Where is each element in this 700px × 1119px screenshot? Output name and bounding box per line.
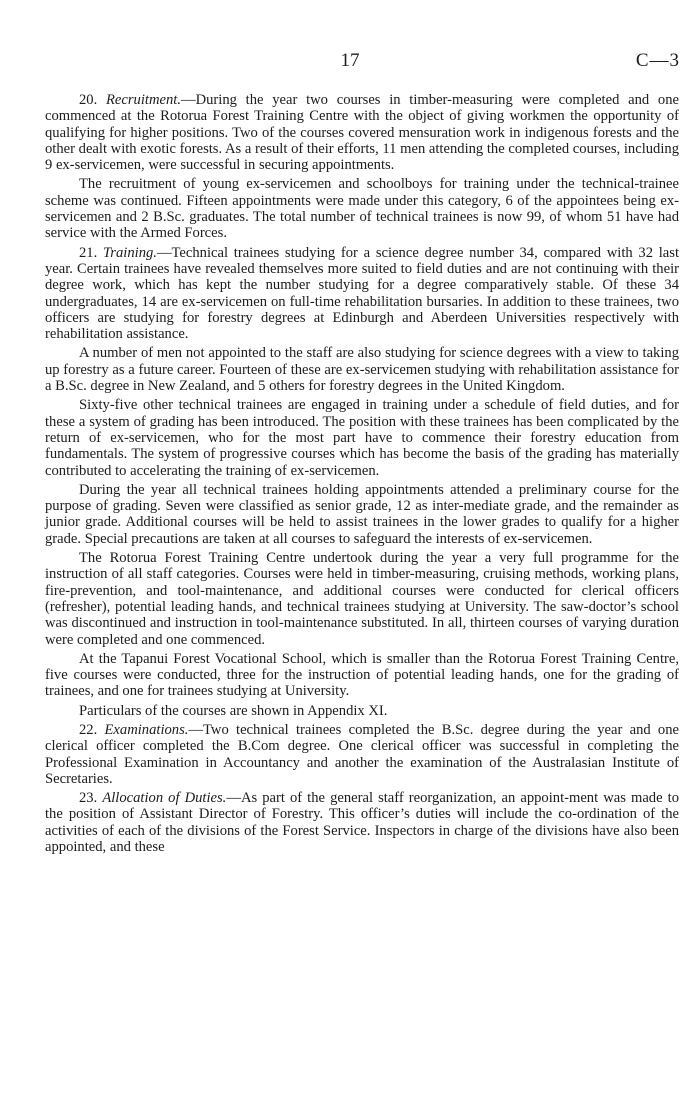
paragraph-recruitment: [45, 92, 679, 173]
section-heading: Allocation of Duties.: [102, 790, 227, 807]
paragraph: A number of men not appointed to the staff are also studying for science degrees with a view to taking up forestry as a future career. Fourteen of these are ex-servicemen studying with rehabilitation assistance for a B.Sc. degree in New Zealand, and 5 others for forestry degrees in the United Kingdom.: [45, 345, 679, 395]
section-heading: Training.: [103, 244, 157, 261]
paragraph-allocation-of-duties: [45, 790, 679, 855]
paragraph: Sixty-five other technical trainees are engaged in training under a schedule of field duties, and for these a system of grading has been introduced. The position with these trainees has been complicated by the return of ex-servicemen, who for the most part have to commence their forestry education from fundamentals. The system of progressive courses which has become the basis of the grading has materially contributed to accelerating the training of ex-servicemen.: [45, 397, 679, 479]
paragraph-number: 21.: [79, 244, 98, 261]
paragraph-text: —Technical trainees studying for a science degree number 34, compared with 32 last year. Certain trainees have revealed themselves more suited to field duties and are not continuing with their degree work, which has kept the number studying for a degree comparatively stable. Of these 34 undergraduates, 14 are ex-servicemen on full-time rehabilitation bursaries. In addition to these trainees, two officers are studying for forestry degrees at Edinburgh and Aberdeen Universities respectively with rehabilitation assistance.: [45, 244, 680, 343]
paragraph: During the year all technical trainees holding appointments attended a preliminary course for the purpose of grading. Seven were classified as senior grade, 12 as inter-mediate grade, and the remainder as junior grade. Additional courses will be held to assist trainees in the lower grades to qualify for a higher grade. Special precautions are taken at all courses to safeguard the interests of ex-servicemen.: [45, 481, 679, 547]
page-header: [0, 50, 700, 76]
section-heading: Examinations.: [104, 721, 189, 738]
document-body: [45, 92, 679, 855]
paragraph-examinations: [45, 722, 679, 787]
section-heading: Recruitment.: [106, 92, 181, 108]
page-number: 17: [340, 50, 360, 71]
paragraph-text: —During the year two courses in timber-measuring were completed and one commenced at the Rotorua Forest Training Centre with the object of giving workmen the opportunity of qualifying for higher positions. Two of the courses covered mensuration work in indigenous forests and the other dealt with exotic forests. As a result of their efforts, 11 men attending the completed courses, including 9 ex-servicemen, were successful in securing appointments.: [45, 92, 679, 174]
paragraph: The recruitment of young ex-servicemen and schoolboys for training under the technical-trainee scheme was continued. Fifteen appointments were made under this category, 6 of the appointees being ex-servicemen and 2 B.Sc. graduates. The total number of technical trainees is now 99, of whom 51 have had service with the Armed Forces.: [45, 176, 679, 242]
paragraph-number: 23.: [79, 790, 98, 807]
document-reference: C—3: [635, 50, 680, 71]
paragraph-number: 20.: [79, 92, 98, 108]
paragraph: The Rotorua Forest Training Centre undertook during the year a very full programme for the instruction of all staff categories. Courses were held in timber-measuring, cruising methods, working plans, fire-prevention, and tool-maintenance, and additional courses were conducted for clerical officers (refresher), potential leading hands, and technical trainees studying at University. The saw-doctor’s school was discontinued and instruction in tool-maintenance substituted. In all, thirteen courses of varying duration were completed and one commenced.: [45, 550, 679, 648]
paragraph-text: —As part of the general staff reorganization, an appoint-ment was made to the position of Assistant Director of Forestry. This officer’s duties will include the co-ordination of the activities of each of the divisions of the Forest Service. Inspectors in charge of the divisions have also been appointed, and these: [45, 790, 679, 856]
paragraph-text: —Two technical trainees completed the B.Sc. degree during the year and one clerical officer completed the B.Com degree. One clerical officer was successful in completing the Professional Examination in Accountancy and another the examination of the Australasian Institute of Secretaries.: [45, 721, 679, 787]
paragraph-number: 22.: [79, 721, 98, 738]
paragraph-training: [45, 245, 679, 343]
paragraph: Particulars of the courses are shown in Appendix XI.: [79, 702, 388, 719]
paragraph: At the Tapanui Forest Vocational School, which is smaller than the Rotorua Forest Training Centre, five courses were conducted, three for the instruction of potential leading hands, one for the grading of trainees, and one for trainees studying at University.: [45, 650, 679, 700]
